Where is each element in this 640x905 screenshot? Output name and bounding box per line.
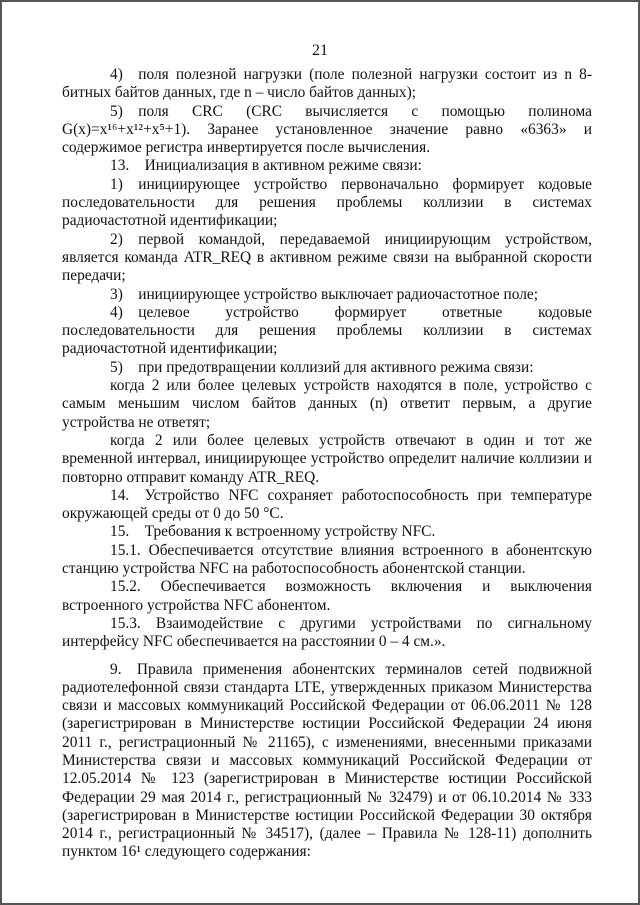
paragraph: 5) при предотвращении коллизий для активного режима связи: (110, 358, 534, 376)
paragraph: 1) инициирующее устройство первоначально формирует кодовые последовательности для решения проблемы коллизии в системах радиочастотной идентификации; (62, 175, 592, 230)
paragraph: 14. Устройство NFC сохраняет работоспособность при температуре окружающей среды от 0 до 50 °С. (62, 486, 592, 523)
paragraph: 5) поля CRC (CRC вычисляется с помощью полинома G(x)=x¹⁶+x¹²+x⁵+1). Заранее установленное значение равно «6363» и содержимое регистра инвертируется после вычисления. (62, 102, 592, 157)
paragraph: 9. Правила применения абонентских терминалов сетей подвижной радиотелефонной связи стандарта LTE, утвержденных приказом Министерства связи и массовых коммуникаций Российской Федерации от 06.06.2011 № 128 (зарегистрирован в Министерстве юстиции Российской Федерации 24 июня 2011 г., регистрационный № 21165), с изменениями, внесенными приказами Министерства связи и массовых коммуникаций Российской Федерации от 12.05.2014 № 123 (зарегистрирован в Министерстве юстиции Российской Федерации 29 мая 2014 г., регистрационный № 32479) и от 06.10.2014 № 333 (зарегистрирован в Министерстве юстиции Российской Федерации 30 октября 2014 г., регистрационный № 34517), (далее – Правила № 128-11) дополнить пунктом 16¹ следующего содержания: (62, 660, 592, 861)
paragraph: 15. Требования к встроенному устройству NFC. (110, 523, 436, 541)
paragraph: 3) инициирующее устройство выключает радиочастотное поле; (110, 285, 539, 303)
document-body (62, 66, 592, 862)
paragraph: 4) поля полезной нагрузки (поле полезной нагрузки состоит из n 8-битных байтов данных, где n – число байтов данных); (62, 66, 592, 102)
paragraph: 15.2. Обеспечивается возможность включения и выключения встроенного устройства NFC абонентом. (62, 578, 592, 614)
paragraph: 4) целевое устройство формирует ответные кодовые последовательности для решения проблемы коллизии в системах радиочастотной идентификации; (62, 303, 592, 358)
paragraph: 15.3. Взаимодействие с другими устройствами по сигнальному интерфейсу NFC обеспечивается на расстоянии 0 – 4 см.». (62, 614, 592, 651)
paragraph: 15.1. Обеспечивается отсутствие влияния встроенного в абонентскую станцию устройства NFC на работоспособность абонентской станции. (62, 541, 592, 578)
paragraph: когда 2 или более целевых устройств отвечают в один и тот же временной интервал, инициирующее устройство определит наличие коллизии и повторно отправит команду ATR_REQ. (62, 431, 592, 486)
page-number: 21 (312, 42, 328, 59)
paragraph: когда 2 или более целевых устройств находятся в поле, устройство с самым меньшим числом байтов данных (n) ответит первым, а другие устройства не ответят; (62, 377, 592, 431)
paragraph: 13. Инициализация в активном режиме связи: (110, 157, 422, 175)
paragraph: 2) первой командой, передаваемой инициирующим устройством, является команда ATR_REQ в активном режиме связи на выбранной скорости передачи; (62, 230, 592, 285)
